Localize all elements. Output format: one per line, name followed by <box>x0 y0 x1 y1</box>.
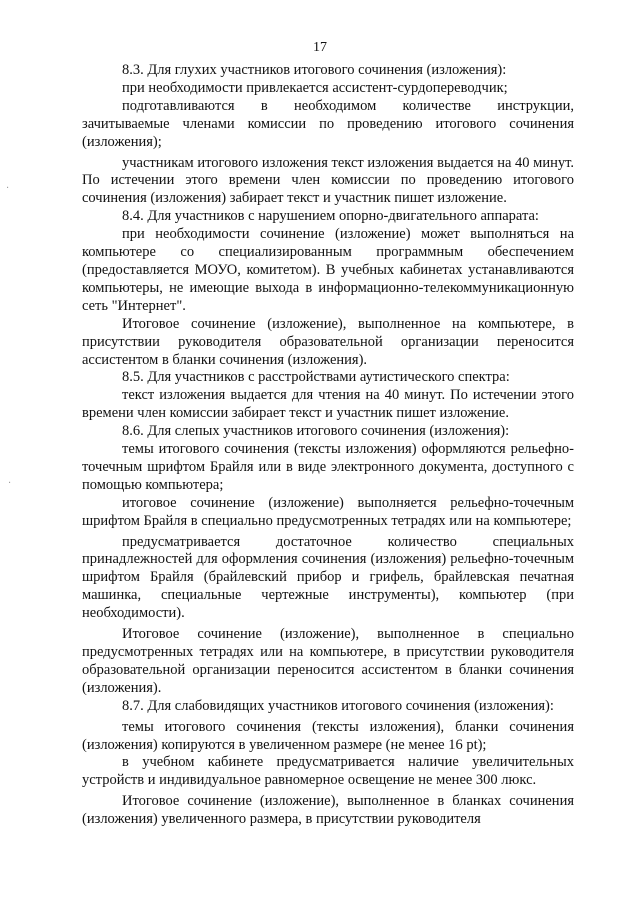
section-heading-8-4: 8.4. Для участников с нарушением опорно-двигательного аппарата: <box>122 208 539 225</box>
section-heading-8-3: 8.3. Для глухих участников итогового сочинения (изложения): <box>122 62 507 78</box>
paragraph: Итоговое сочинение (изложение), выполненное в бланках сочинения (изложения) увеличенного размера, в присутствии руководителя <box>82 793 574 828</box>
paragraph: темы итогового сочинения (тексты изложения), бланки сочинения (изложения) копируются в увеличенном размере (не менее 16 pt); <box>82 718 574 753</box>
paragraph: текст изложения выдается для чтения на 40 минут. По истечении этого времени член комиссии забирает текст и участник пишет изложение. <box>82 387 574 422</box>
paragraph: предусматривается достаточное количество специальных принадлежностей для оформления сочинения (изложения) рельефно-точечным шрифтом Брайля (брайлевский прибор и грифель, брайлевская печатная машинка, специальные чертежные инструменты), компьютер (при необходимости). <box>82 533 574 622</box>
scan-mark: · <box>8 478 12 489</box>
section-heading-8-5: 8.5. Для участников с расстройствами аутистического спектра: <box>122 369 510 386</box>
page-number: 17 <box>313 40 327 55</box>
section-heading-8-7: 8.7. Для слабовидящих участников итогового сочинения (изложения): <box>122 697 554 714</box>
paragraph: итоговое сочинение (изложение) выполняется рельефно-точечным шрифтом Брайля в специально предусмотренных тетрадях или на компьютере; <box>82 494 574 529</box>
paragraph: в учебном кабинете предусматривается наличие увеличительных устройств и индивидуальное равномерное освещение не менее 300 люкс. <box>82 754 574 789</box>
paragraph: при необходимости сочинение (изложение) может выполняться на компьютере со специализированным программным обеспечением (предоставляется МОУО, комитетом). В учебных кабинетах устанавливаются компьютеры, не имеющие выхода в информационно-телекоммуникационную сеть "Интернет". <box>82 226 574 314</box>
scan-mark: · <box>6 183 10 194</box>
paragraph: темы итогового сочинения (тексты изложения) оформляются рельефно-точечным шрифтом Брайля или в виде электронного документа, доступного с помощью компьютера; <box>82 441 574 493</box>
paragraph: подготавливаются в необходимом количестве инструкции, зачитываемые членами комиссии по проведению итогового сочинения (изложения); <box>82 97 574 150</box>
paragraph: участникам итогового изложения текст изложения выдается на 40 минут. По истечении этого времени член комиссии по проведению итогового сочинения (изложения) забирает текст и участник пишет изложение. <box>82 154 574 207</box>
paragraph: при необходимости привлекается ассистент-сурдопереводчик; <box>122 79 508 96</box>
paragraph: Итоговое сочинение (изложение), выполненное на компьютере, в присутствии руководителя образовательной организации переносится ассистентом в бланки сочинения (изложения). <box>82 315 574 368</box>
section-heading-8-6: 8.6. Для слепых участников итогового сочинения (изложения): <box>122 423 510 440</box>
paragraph: Итоговое сочинение (изложение), выполненное в специально предусмотренных тетрадях или на компьютере, в присутствии руководителя образовательной организации переносится ассистентом в бланки сочинения (изложения). <box>82 626 574 696</box>
document-body <box>82 62 574 829</box>
